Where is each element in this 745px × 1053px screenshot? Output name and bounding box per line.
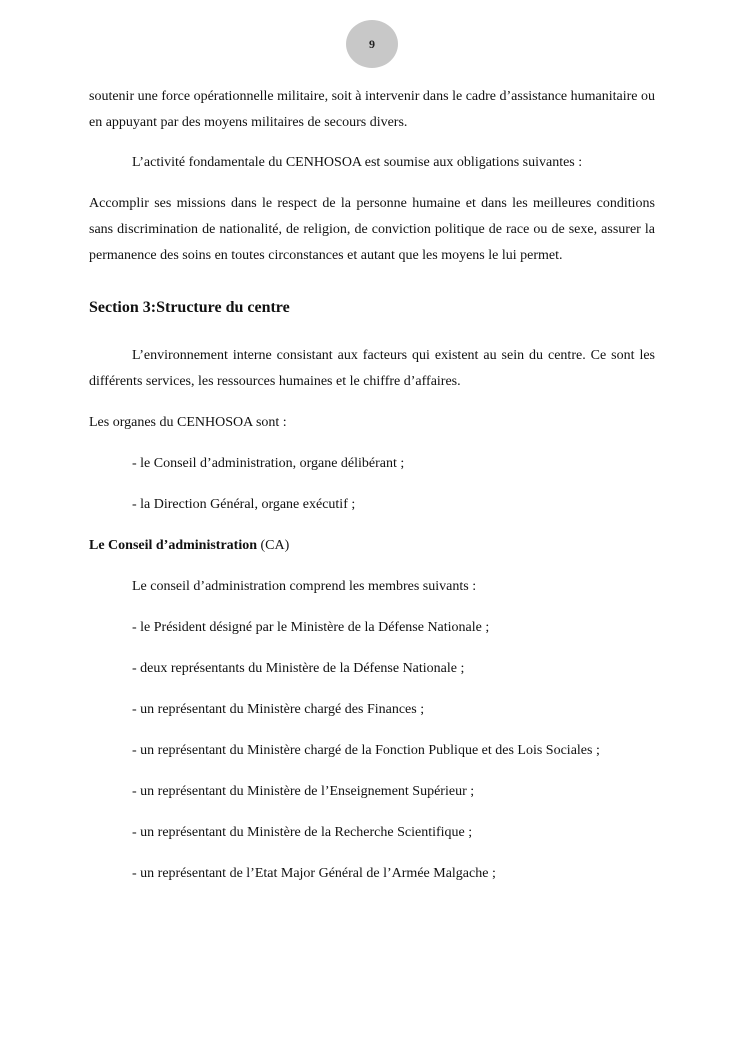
- paragraph-5: Les organes du CENHOSOA sont :: [89, 415, 287, 430]
- ca-title-bold: Le Conseil d’administration: [89, 538, 258, 553]
- list-item-member-4: - un représentant du Ministère chargé de la Fonction Publique et des Lois Sociales ;: [132, 743, 600, 758]
- list-item-member-2: - deux représentants du Ministère de la Défense Nationale ;: [132, 661, 465, 676]
- page-number-badge: [346, 20, 398, 68]
- list-item-member-6: - un représentant du Ministère de la Recherche Scientifique ;: [132, 825, 473, 840]
- page-number: 9: [369, 36, 375, 51]
- section-heading: Section 3:Structure du centre: [89, 299, 290, 316]
- list-item-member-3: - un représentant du Ministère chargé des Finances ;: [132, 702, 425, 717]
- list-item-member-5: - un représentant du Ministère de l’Enseignement Supérieur ;: [132, 784, 475, 799]
- ca-title-rest: (CA): [257, 538, 290, 553]
- paragraph-4: L’environnement interne consistant aux facteurs qui existent au sein du centre. Ce sont les différents services, les ressources humaines et le chiffre d’affaires.: [89, 348, 655, 389]
- list-item-organe-2: - la Direction Général, organe exécutif ;: [132, 497, 356, 512]
- list-item-member-1: - le Président désigné par le Ministère de la Défense Nationale ;: [132, 620, 490, 635]
- list-item-organe-1: - le Conseil d’administration, organe délibérant ;: [132, 456, 405, 471]
- paragraph-2: L’activité fondamentale du CENHOSOA est soumise aux obligations suivantes :: [132, 155, 583, 170]
- paragraph-3: Accomplir ses missions dans le respect de la personne humaine et dans les meilleures conditions sans discrimination de nationalité, de religion, de conviction politique de race ou de sexe, assurer la permanence des soins en toutes circonstances et autant que les moyens le lui permet.: [89, 196, 655, 263]
- document-body: [89, 84, 655, 887]
- ca-intro: Le conseil d’administration comprend les membres suivants :: [132, 579, 477, 594]
- paragraph-1: soutenir une force opérationnelle militaire, soit à intervenir dans le cadre d’assistance humanitaire ou en appuyant par des moyens militaires de secours divers.: [89, 89, 656, 130]
- ca-title: [89, 533, 655, 559]
- list-item-member-7: - un représentant de l’Etat Major Général de l’Armée Malgache ;: [132, 866, 496, 881]
